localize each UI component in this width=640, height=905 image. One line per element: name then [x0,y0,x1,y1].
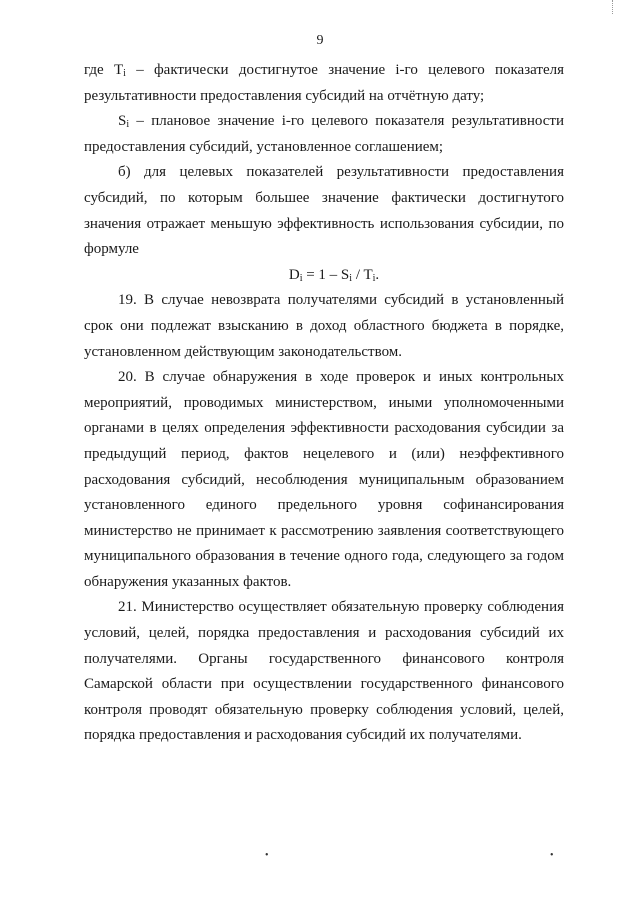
page-number: 9 [316,33,324,48]
variable-s: S [118,113,127,130]
paragraph-b: б) для целевых показателей результативности предоставления субсидий, по которым большее значение фактически достигнутого значения отражает меньшую эффективность использования субсидии, по формуле [84,164,564,258]
formula-middle: = 1 – S [302,266,350,283]
variable-t-subscript: i [123,68,126,79]
paragraph-21: 21. Министерство осуществляет обязательную проверку соблюдения условий, целей, порядка предоставления и расходования субсидий их получателями. Органы государственного финансового контроля Самарской области при осуществлении государственного финансового контроля проводят обязательную проверку соблюдения условий, целей, порядка предоставления и расходования субсидий их получателями. [84,599,564,744]
footer-mark-right: • [550,850,554,861]
formula-d: D [288,266,300,283]
paragraph-19: 19. В случае невозврата получателями субсидий в установленный срок они подлежат взысканию в доход областного бюджета в порядке, установленном действующим законодательством. [84,292,564,360]
variable-s-subscript: i [126,119,130,131]
variable-t: T [113,62,124,78]
formula-slash: / T [352,266,373,283]
formula-t-subscript: i [372,272,376,284]
paragraph-20: 20. В случае обнаружения в ходе проверок и иных контрольных мероприятий, проводимых министерством, иными уполномоченными органами в целях определения эффективности расходования субсидии за предыдущий период, фактов нецелевого и (или) неэффективного расходования субсидий, несоблюдения муниципальным образованием установленного единого предельного уровня софинансирования министерство не принимает к рассмотрению заявления соответствующего муниципального образования в течение одного года, следующего за годом обнаружения указанных фактов. [84,369,564,590]
si-definition-text: – плановое значение i-го целевого показателя результативности предоставления субсидий, установленное соглашением; [84,113,564,155]
paragraph-si-definition [84,109,564,160]
formula-end: . [375,266,380,283]
footer-mark-left: • [265,850,269,861]
paragraph-ti-definition [84,58,564,109]
formula-d-subscript: i [299,272,303,284]
formula-s-subscript: i [349,272,353,284]
paragraph-prefix: где [84,62,114,78]
document-body [84,58,564,749]
scan-edge-mark [612,0,619,14]
ti-definition-text: – фактически достигнутое значение i-го целевого показателя результативности предоставления субсидий на отчётную дату; [84,62,564,104]
formula [84,263,564,289]
